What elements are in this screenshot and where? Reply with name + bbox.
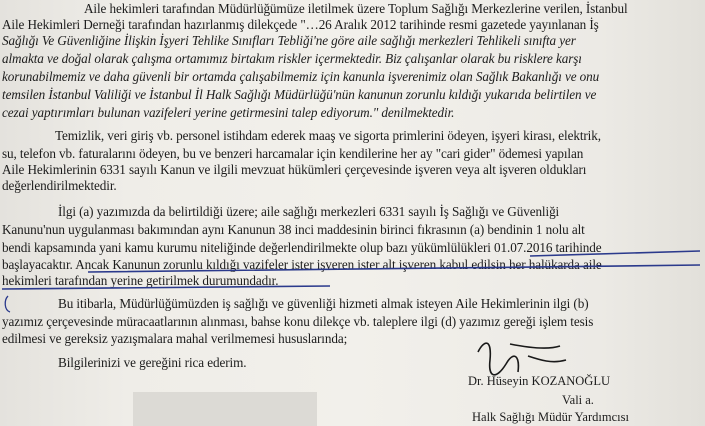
body-line: su, telefon vb. faturalarını ödeyen, bu ve benzeri harcamalar için kendilerine her ay "cari gider" ödemesi yapılan: [2, 146, 584, 161]
body-line: Kanunu'nun uygulanması bakımından aynı Kanunun 38 inci maddesinin birinci fıkrasının (a) bendinin 1 nolu alt: [2, 222, 585, 237]
body-line: korunabilmemiz ve daha güvenli bir ortamda çalışabilmemiz için kanunla işverenimiz olan Sağlık Bakanlığı ve onu: [2, 69, 600, 84]
body-line-text: Aile Hekimleri Derneği tarafından hazırlanmış dilekçede "…26 Aralık 2012 tarihinde resmi gazetede yayınlanan İş: [2, 17, 599, 32]
body-line: Aile Hekimlerinin 6331 sayılı Kanun ve ilgili mevzuat hükümleri çerçevesinde işveren veya alt işveren oldukları: [2, 162, 587, 177]
signer-name: Dr. Hüseyin KOZANOĞLU: [468, 374, 610, 388]
pen-bracket: [5, 296, 10, 312]
body-line: yazımız çerçevesinde müracaatlarının alınması, bahse konu dilekçe vb. taleplere ilgi (d) yazımız gereği işlem tesis: [2, 314, 594, 329]
redacted-area: [133, 392, 317, 426]
body-line: Bu itibarla, Müdürlüğümüzden iş sağlığı ve güvenliği hizmeti almak isteyen Aile Hekimlerinin ilgi (b): [58, 296, 589, 311]
closing-line: Bilgilerinizi ve gereğini rica ederim.: [58, 355, 247, 370]
signer-role: Vali a.: [562, 393, 594, 407]
body-line: Aile hekimleri tarafından Müdürlüğümüze iletilmek üzere Toplum Sağlığı Merkezlerine verilen, İstanbul: [84, 1, 628, 16]
body-line: temsilen İstanbul Valiliği ve İstanbul İl Halk Sağlığı Müdürlüğü'nün kanunun zorunlu kıldığı yukarıda belirtilen ve: [2, 87, 597, 102]
body-line: hekimleri tarafından yerine getirilmek durumundadır.: [2, 273, 279, 288]
body-line: başlayacaktır. Ancak Kanunun zorunlu kıldığı vazifeler ister işveren ister alt işveren kabul edilsin her halükarda aile: [2, 257, 602, 272]
body-line: Sağlığı Ve Güvenliğine İlişkin İşyeri Tehlike Sınıfları Tebliği'ne göre aile sağlığı merkezleri Tehlikeli sınıfta yer: [2, 33, 576, 48]
body-line: değerlendirilmektedir.: [2, 178, 117, 193]
body-line: bendi kapsamında yani kamu kurumu niteliğinde değerlendirilmekte olup bazı yükümlülükleri 01.07.2016 tarihinde: [2, 240, 602, 255]
body-line: edilmesi ve gereksiz yazışmalara mahal verilmemesi hususlarında;: [2, 331, 348, 346]
signer-title: Halk Sağlığı Müdür Yardımcısı: [472, 410, 629, 424]
body-line: [2, 17, 599, 32]
body-line: Temizlik, veri giriş vb. personel istihdam ederek maaş ve sigorta primlerini ödeyen, işyeri kirası, elektrik,: [55, 128, 601, 143]
body-line: İlgi (a) yazımızda da belirtildiği üzere; aile sağlığı merkezleri 6331 sayılı İş Sağlığı ve Güvenliği: [58, 204, 560, 219]
body-line: almakta ve doğal olarak çalışma ortamımız birtakım riskler içermektedir. Biz çalışanlar olarak bu risklere karşı: [2, 51, 582, 66]
body-line: cezai yaptırımları bulunan vazifeleri yerine getirmesini talep ediyorum." denilmektedir.: [2, 105, 455, 120]
signature-scribble: [478, 343, 566, 375]
